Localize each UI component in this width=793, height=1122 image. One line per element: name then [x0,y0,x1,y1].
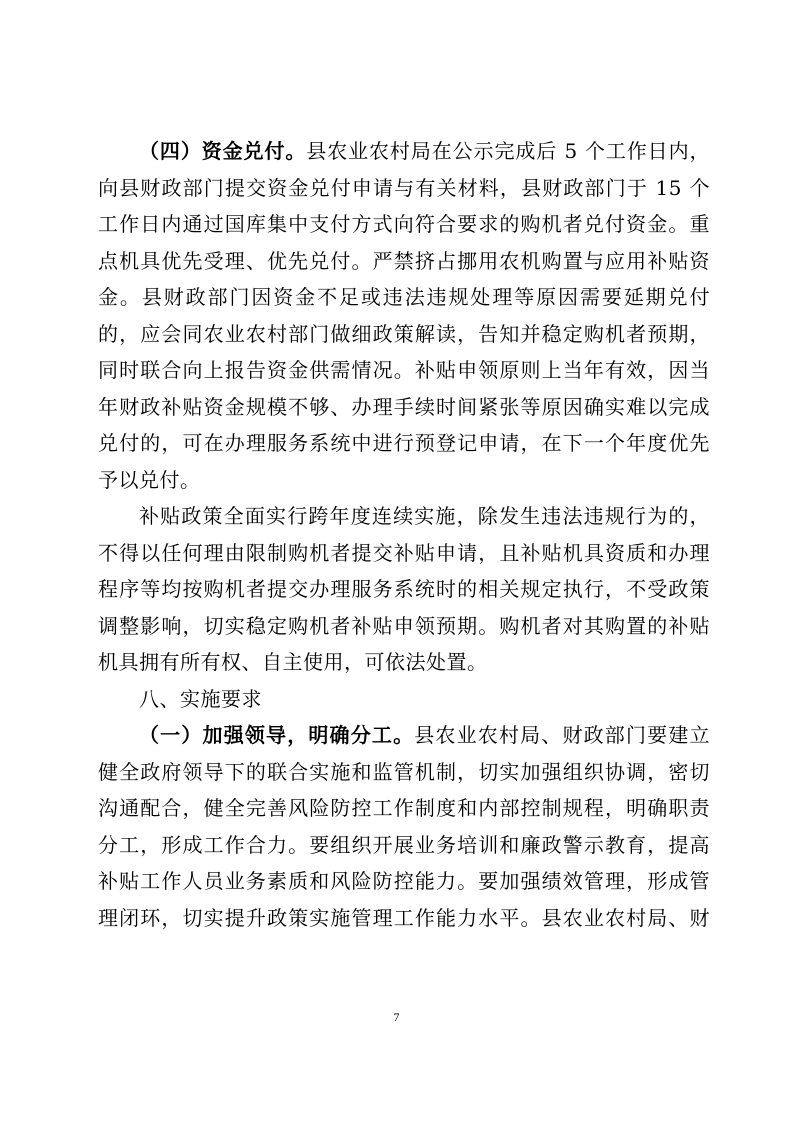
section-heading-funds-payment: （四）资金兑付。 [139,139,307,163]
paragraph-line: 沟通配合，健全完善风险防控工作制度和内部控制规程，明确职责 [98,796,710,820]
subsection-heading-leadership: （一）加强领导，明确分工。 [139,723,415,747]
paragraph-line: 工作日内通过国库集中支付方式向符合要求的购机者兑付资金。重 [98,212,710,236]
paragraph-line: 不得以任何理由限制购机者提交补贴申请，且补贴机具资质和办理 [98,540,710,565]
paragraph-line: 补贴政策全面实行跨年度连续实施，除发生违法违规行为的， [139,504,710,528]
paragraph-line: 金。县财政部门因资金不足或违法违规处理等原因需要延期兑付 [98,285,710,309]
paragraph-line: 理闭环，切实提升政策实施管理工作能力水平。县农业农村局、财 [98,905,710,930]
paragraph-line: 同时联合向上报告资金供需情况。补贴申领原则上当年有效，因当 [98,358,710,382]
paragraph-line: 调整影响，切实稳定购机者补贴申领预期。购机者对其购置的补贴 [98,613,710,638]
paragraph-line: 健全政府领导下的联合实施和监管机制，切实加强组织协调，密切 [98,759,710,784]
paragraph-line [98,133,710,170]
page-number: 7 [393,1010,400,1024]
paragraph-line: 补贴工作人员业务素质和风险防控能力。要加强绩效管理，形成管 [98,869,710,893]
paragraph-line: 的，应会同农业农村部门做细政策解读，告知并稳定购机者预期， [98,321,710,346]
paragraph-line [98,717,710,754]
paragraph-line: 兑付的，可在办理服务系统中进行预登记申请，在下一个年度优先 [98,431,710,455]
paragraph-line: 分工，形成工作合力。要组织开展业务培训和廉政警示教育，提高 [98,832,710,857]
paragraph-line: 年财政补贴资金规模不够、办理手续时间紧张等原因确实难以完成 [98,394,710,419]
text-run: 县农业农村局、财政部门要建立 [414,723,710,747]
section-heading-implementation-requirements: 八、实施要求 [139,686,262,711]
paragraph-line: 机具拥有所有权、自主使用，可依法处置。 [98,650,488,674]
paragraph-line: 点机具优先受理、优先兑付。严禁挤占挪用农机购置与应用补贴资 [98,248,710,273]
text-run: 县农业农村局在公示完成后 5 个工作日内， [306,139,710,163]
paragraph-line: 向县财政部门提交资金兑付申请与有关材料，县财政部门于 15 个 [98,175,710,200]
paragraph-line: 予以兑付。 [98,467,201,492]
paragraph-line: 程序等均按购机者提交办理服务系统时的相关规定执行，不受政策 [98,577,710,601]
document-body [98,133,710,936]
